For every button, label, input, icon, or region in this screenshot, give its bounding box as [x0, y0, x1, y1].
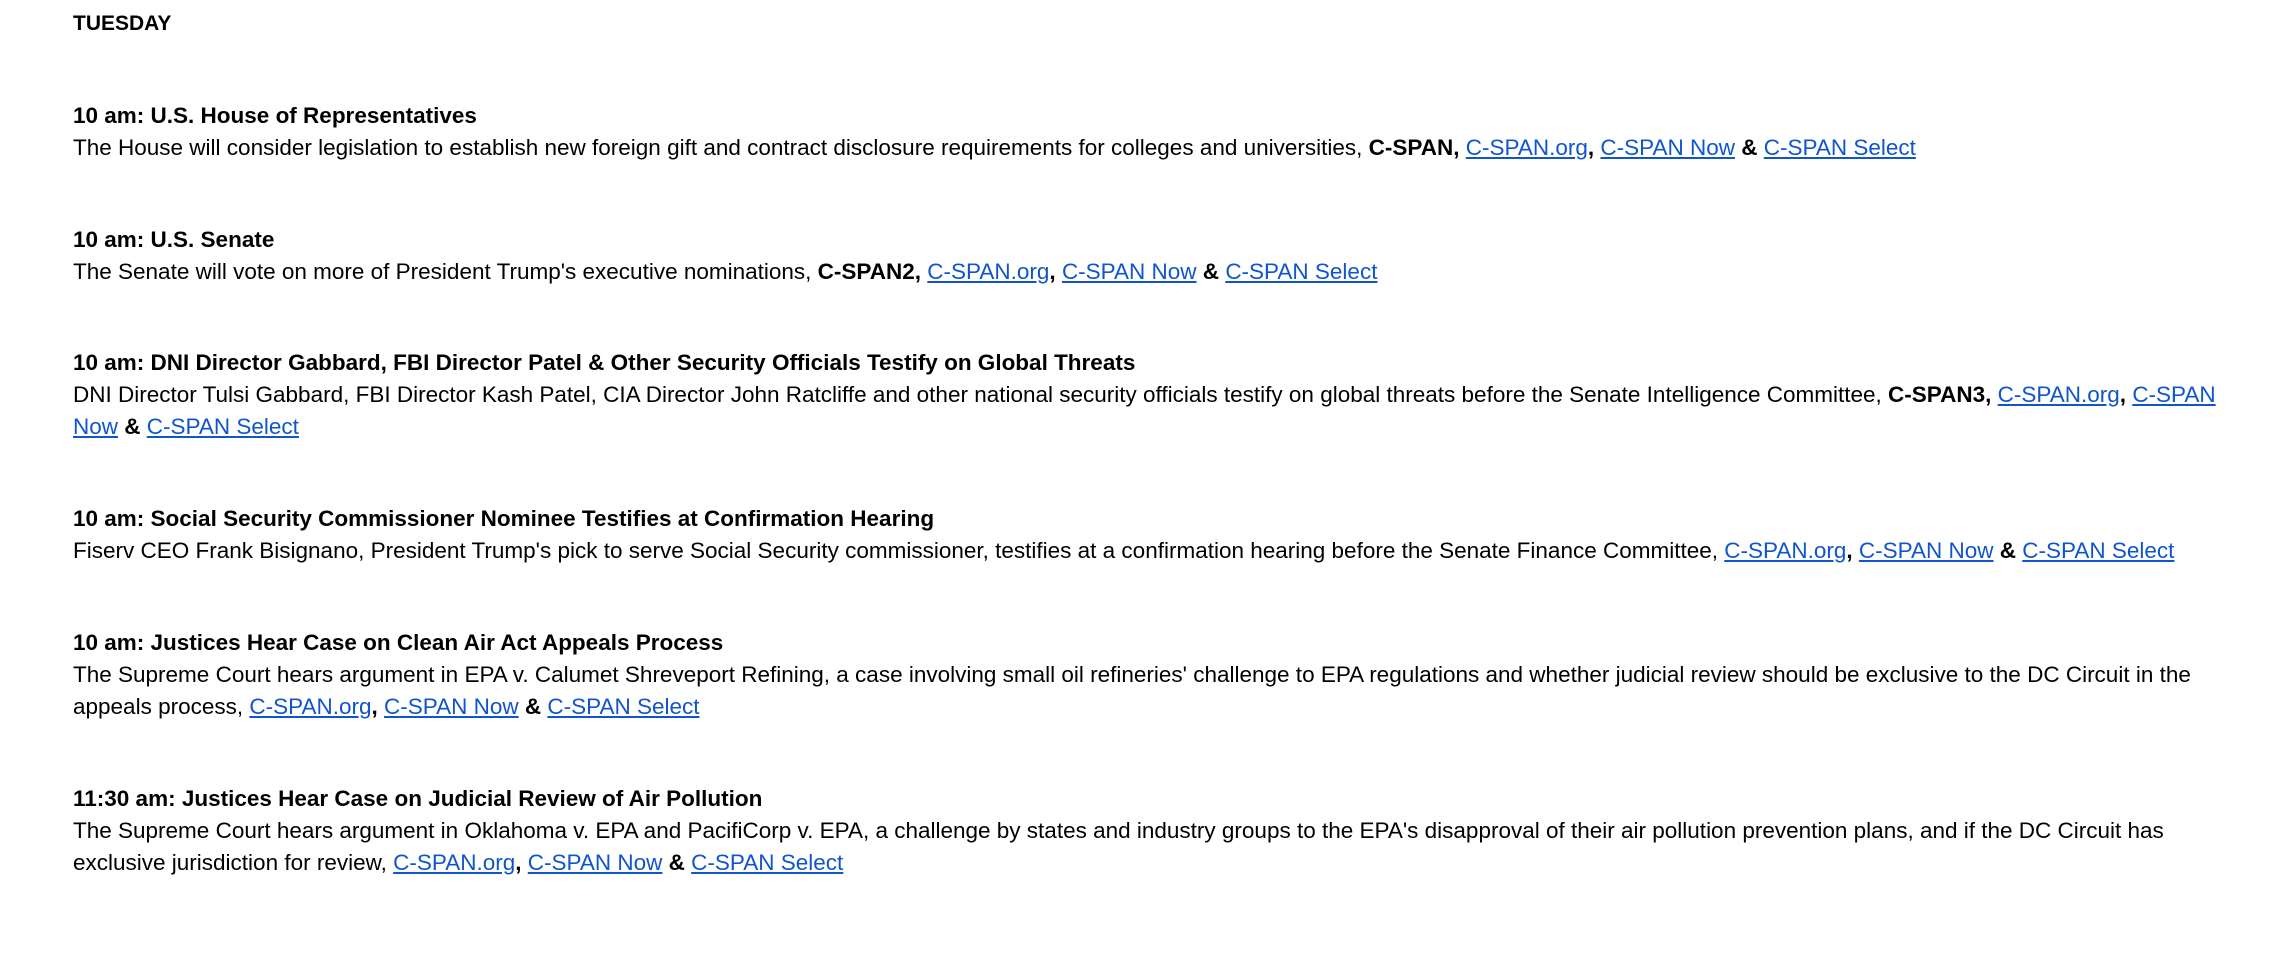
link-separator: &: [662, 850, 692, 875]
schedule-item: [73, 347, 2253, 443]
channel-label: C-SPAN,: [1368, 135, 1460, 160]
day-heading: TUESDAY: [73, 12, 172, 35]
event-description-line: [73, 535, 2253, 567]
event-heading: 10 am: DNI Director Gabbard, FBI Director Patel & Other Security Officials Testify on Global Threats: [73, 350, 1136, 375]
event-description: Fiserv CEO Frank Bisignano, President Trump's pick to serve Social Security commissioner, testifies at a confirmation hearing before the Senate Finance Committee,: [73, 538, 1725, 563]
link-separator: &: [118, 414, 147, 439]
channel-label: C-SPAN3,: [1888, 382, 1992, 407]
cspan-now-link[interactable]: C-SPAN Now: [1858, 538, 1994, 563]
cspan-org-link[interactable]: C-SPAN.org: [393, 850, 516, 875]
link-separator: ,: [515, 850, 528, 875]
event-description: DNI Director Tulsi Gabbard, FBI Director Kash Patel, CIA Director John Ratcliffe and other national security officials testify on global threats before the Senate Intelligence Committee,: [73, 382, 1889, 407]
cspan-select-link[interactable]: C-SPAN Select: [2022, 538, 2175, 563]
cspan-select-link[interactable]: C-SPAN Select: [146, 414, 299, 439]
channel-label: C-SPAN2,: [817, 259, 922, 284]
event-description: The House will consider legislation to establish new foreign gift and contract disclosure requirements for colleges and universities,: [73, 135, 1369, 160]
cspan-now-link[interactable]: C-SPAN Now: [384, 694, 519, 719]
cspan-org-link[interactable]: C-SPAN.org: [1997, 382, 2120, 407]
cspan-org-link[interactable]: C-SPAN.org: [1465, 135, 1588, 160]
schedule-item: [73, 224, 2253, 288]
event-heading: 10 am: U.S. House of Representatives: [73, 103, 477, 128]
cspan-select-link[interactable]: C-SPAN Select: [547, 694, 700, 719]
event-description-line: [73, 659, 2253, 723]
schedule-item: [73, 627, 2253, 723]
event-description: The Supreme Court hears argument in EPA v. Calumet Shreveport Refining, a case involving small oil refineries' challenge to EPA regulations and whether judicial review should be exclusive to the DC Circuit in the appeals process,: [73, 662, 2191, 719]
cspan-org-link[interactable]: C-SPAN.org: [1724, 538, 1847, 563]
cspan-now-link[interactable]: C-SPAN Now: [1600, 135, 1736, 160]
event-description-line: [73, 132, 2253, 164]
schedule-item: [73, 783, 2253, 879]
cspan-now-link[interactable]: C-SPAN Now: [527, 850, 663, 875]
event-description-line: [73, 815, 2253, 879]
event-heading: 10 am: Social Security Commissioner Nominee Testifies at Confirmation Hearing: [73, 506, 935, 531]
schedule-item: [73, 503, 2253, 567]
link-separator: ,: [1846, 538, 1859, 563]
cspan-select-link[interactable]: C-SPAN Select: [691, 850, 844, 875]
link-separator: ,: [1587, 135, 1601, 160]
link-separator: &: [1735, 135, 1764, 160]
event-description-line: [73, 379, 2253, 443]
link-separator: ,: [1049, 259, 1062, 284]
link-separator: &: [518, 694, 548, 719]
event-description: The Supreme Court hears argument in Oklahoma v. EPA and PacifiCorp v. EPA, a challenge by states and industry groups to the EPA's disapproval of their air pollution prevention plans, and if the DC Circuit has exclusive jurisdiction for review,: [73, 818, 2164, 875]
cspan-select-link[interactable]: C-SPAN Select: [1763, 135, 1916, 160]
event-description-line: [73, 256, 2253, 288]
link-separator: ,: [2119, 382, 2133, 407]
cspan-org-link[interactable]: C-SPAN.org: [927, 259, 1050, 284]
event-heading: 10 am: Justices Hear Case on Clean Air Act Appeals Process: [73, 630, 724, 655]
link-separator: ,: [371, 694, 384, 719]
link-separator: &: [1993, 538, 2023, 563]
event-description: The Senate will vote on more of President Trump's executive nominations,: [73, 259, 818, 284]
schedule-item: [73, 100, 2253, 164]
cspan-org-link[interactable]: C-SPAN.org: [249, 694, 372, 719]
link-separator: &: [1196, 259, 1226, 284]
cspan-select-link[interactable]: C-SPAN Select: [1225, 259, 1378, 284]
cspan-now-link[interactable]: C-SPAN Now: [1061, 259, 1197, 284]
event-heading: 10 am: U.S. Senate: [73, 227, 275, 252]
event-heading: 11:30 am: Justices Hear Case on Judicial Review of Air Pollution: [73, 786, 763, 811]
cspan-now-link[interactable]: C-SPAN Now: [73, 382, 2216, 439]
